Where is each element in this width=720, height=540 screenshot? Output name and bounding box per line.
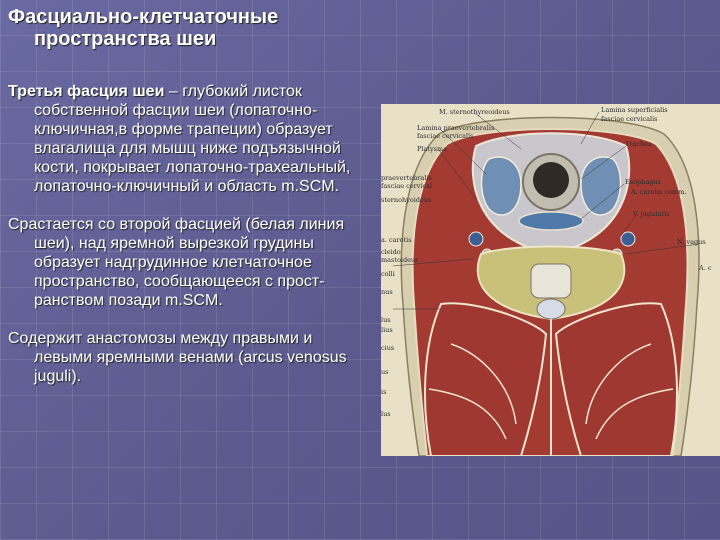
title-line-2: пространства шеи — [34, 28, 217, 50]
label-lamina-superf: Lamina superficialis — [601, 106, 668, 114]
label-fascia-cervicalis-1: fasciae cervicalis — [601, 115, 658, 123]
label-trachea: Trachea — [625, 140, 652, 148]
label-esophagus: Esophagus — [625, 178, 661, 186]
label-colli-left: colli — [381, 270, 395, 278]
thyroid-right — [581, 157, 621, 215]
label-platysma: Platysma — [417, 145, 447, 153]
posterior-muscles-right — [556, 303, 677, 456]
label-praevertebralis-left: praevertebralis — [381, 174, 432, 182]
label-vagus: N. vagus — [677, 238, 706, 246]
spinal-canal — [537, 299, 565, 319]
posterior-muscles-left — [425, 303, 546, 456]
label-sternohyoid-left: sternohyoideus — [381, 196, 432, 204]
neck-cross-section-illustration — [381, 104, 720, 456]
label-mastoideus-left: mastoideus — [381, 256, 419, 264]
jugular-right — [621, 232, 635, 246]
paragraph-text: Содержит анастомозы между правыми и левыми яремными венами (arcus venosus juguli). — [8, 330, 347, 385]
label-is-left: is — [381, 388, 387, 396]
label-lus-left-2: lus — [381, 410, 391, 418]
label-lamina-praevertebralis: Lamina praevertebralis — [417, 124, 495, 132]
paragraph-text: Срастается со второй фасцией (белая линия шеи), над яремной вырезкой грудины образует надгрудинное клетчаточное пространство, сообщающееся с прост-ранством позади m.SCM. — [8, 216, 345, 309]
label-fasciae-left: fasciae cervical — [381, 182, 433, 190]
body-text — [8, 82, 374, 405]
esophagus — [519, 212, 583, 230]
title-line-1: Фасциально-клетчаточные — [8, 6, 279, 28]
slide-title — [8, 6, 368, 50]
paragraph-third-fascia — [8, 82, 374, 196]
label-nus-left: nus — [381, 288, 393, 296]
vertebral-body — [531, 264, 571, 298]
label-jugularis: V. jugularis — [633, 210, 670, 218]
paragraph-anastomoses — [8, 329, 374, 386]
paragraph-text: – глубокий листок собственной фасции шеи (лопаточно-ключичная,в форме трапеции) образует влагалища для мышц ниже подъязычной кости, покрывает лопаточно-трахеальный, лопаточно-ключичный и область m.SCM. — [34, 83, 351, 195]
label-lius-left: lius — [381, 326, 393, 334]
neck-cross-section-figure — [381, 104, 720, 456]
paragraph-fusion — [8, 215, 374, 310]
label-carotis: A. carotis comm. — [631, 188, 687, 196]
thyroid-left — [482, 157, 522, 215]
jugular-left — [469, 232, 483, 246]
label-lus-left-1: lus — [381, 316, 391, 324]
paragraph-lead: Третья фасция шеи — [8, 83, 165, 100]
label-cius-left: cius — [381, 344, 395, 352]
label-cleido-left: cleido — [381, 248, 401, 256]
label-a-left: A. c — [699, 264, 712, 272]
label-sternothyroid: M. sternothyreoideus — [439, 108, 510, 116]
label-fascia-cervicalis-2: fasciae cervicalis — [417, 132, 474, 140]
trachea-lumen — [533, 162, 569, 198]
label-us-left: us — [381, 368, 389, 376]
label-carotis-left: a. carotis — [381, 236, 412, 244]
